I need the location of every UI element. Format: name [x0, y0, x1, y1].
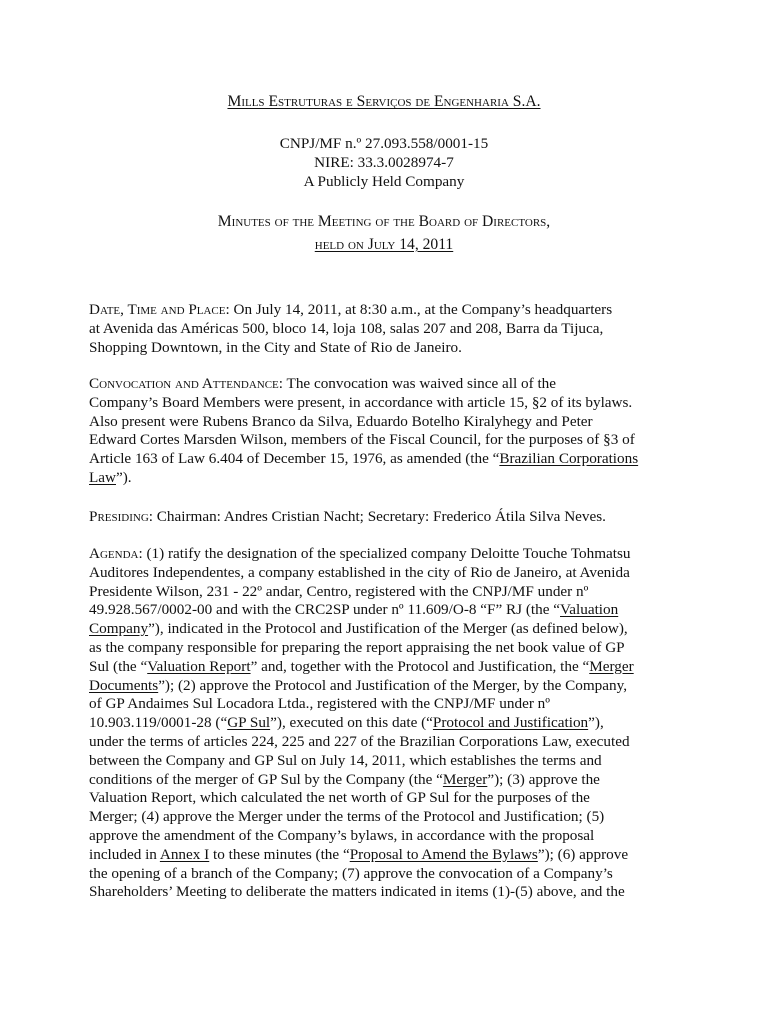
convocation-section: [89, 375, 689, 488]
document-header: [0, 93, 768, 112]
agenda-line: Auditores Independentes, a company established in the city of Rio de Janeiro, at Avenida: [89, 563, 630, 581]
agenda-line: Presidente Wilson, 231 - 22º andar, Centro, registered with the CNPJ/MF under nº: [89, 582, 589, 600]
minutes-heading: [0, 213, 768, 255]
agenda-line: Sul (the “: [89, 657, 148, 675]
agenda-label: Agenda:: [89, 545, 143, 562]
agenda-line: ”), indicated in the Protocol and Justification of the Merger (as defined below),: [148, 620, 628, 638]
agenda-line: to these minutes (the “: [209, 845, 350, 863]
convocation-line: Article 163 of Law 6.404 of December 15, 1976, as amended (the “: [89, 450, 500, 468]
agenda-line: Valuation Report, which calculated the net worth of GP Sul for the purposes of the: [89, 789, 590, 807]
defined-term-company: Company: [89, 620, 149, 638]
date-place-line: at Avenida das Américas 500, bloco 14, loja 108, salas 207 and 208, Barra da Tijuca,: [89, 319, 604, 337]
agenda-line: as the company responsible for preparing the report appraising the net book value of GP: [89, 638, 625, 656]
convocation-line: Also present were Rubens Branco da Silva, Eduardo Botelho Kiralyhegy and Peter: [89, 412, 593, 430]
date-place-line: On July 14, 2011, at 8:30 a.m., at the Company’s headquarters: [229, 301, 613, 318]
agenda-line: conditions of the merger of GP Sul by the Company (the “: [89, 770, 443, 788]
convocation-label: Convocation and Attendance:: [89, 375, 284, 392]
agenda-line: ”), executed on this date (“: [270, 714, 433, 732]
company-type: A Publicly Held Company: [303, 172, 465, 190]
agenda-line: under the terms of articles 224, 225 and 227 of the Brazilian Corporations Law, executed: [89, 732, 630, 750]
agenda-line: ”); (2) approve the Protocol and Justification of the Merger, by the Company,: [158, 676, 628, 694]
defined-term-gp-sul: GP Sul: [227, 714, 271, 732]
agenda-line: 10.903.119/0001-28 (“: [89, 714, 228, 732]
convocation-line: The convocation was waived since all of the: [283, 375, 557, 392]
defined-term-protocol-and-justification: Protocol and Justification: [432, 714, 589, 732]
minutes-date: held on July 14, 2011: [314, 235, 454, 253]
agenda-line: included in: [89, 845, 160, 863]
agenda-line: between the Company and GP Sul on July 14, 2011, which establishes the terms and: [89, 751, 602, 769]
agenda-line: approve the amendment of the Company’s bylaws, in accordance with the proposal: [89, 826, 595, 844]
defined-term-proposal-to-amend-bylaws: Proposal to Amend the Bylaws: [349, 845, 538, 863]
convocation-line: Company’s Board Members were present, in accordance with article 15, §2 of its bylaws.: [89, 393, 633, 411]
agenda-line: ”),: [588, 714, 604, 732]
date-time-place-section: [89, 301, 689, 357]
company-name: Mills Estruturas e Serviços de Engenharia S.A.: [227, 93, 541, 110]
date-time-place-label: Date, Time and Place:: [89, 301, 230, 318]
defined-term-merger: Merger: [589, 657, 634, 675]
agenda-line: 49.928.567/0002-00 and with the CRC2SP under nº 11.609/O-8 “F” RJ (the “: [89, 601, 560, 619]
convocation-closing: ”).: [116, 468, 132, 486]
defined-term-law: Law: [89, 468, 116, 486]
agenda-line: the opening of a branch of the Company; (7) approve the convocation of a Company’s: [89, 864, 613, 882]
agenda-line: of GP Andaimes Sul Locadora Ltda., registered with the CNPJ/MF under nº: [89, 695, 550, 713]
defined-term-valuation: Valuation: [560, 601, 619, 619]
defined-term-brazilian-corporations-law: Brazilian Corporations: [499, 450, 639, 468]
cnpj-number: CNPJ/MF n.º 27.093.558/0001-15: [279, 135, 489, 152]
agenda-section: [89, 545, 689, 902]
agenda-line: Merger; (4) approve the Merger under the terms of the Protocol and Justification; (5): [89, 808, 605, 826]
date-place-line: Shopping Downtown, in the City and State of Rio de Janeiro.: [89, 338, 462, 356]
presiding-text: Chairman: Andres Cristian Nacht; Secretary: Frederico Átila Silva Neves.: [153, 508, 606, 525]
defined-term-merger-short: Merger: [442, 770, 488, 788]
nire-number: NIRE: 33.3.0028974-7: [314, 153, 454, 171]
presiding-label: Presiding:: [89, 508, 153, 525]
presiding-section: [89, 508, 689, 527]
agenda-line: Shareholders’ Meeting to deliberate the matters indicated in items (1)-(5) above, and the: [89, 883, 625, 901]
convocation-line: Edward Cortes Marsden Wilson, members of the Fiscal Council, for the purposes of §3 of: [89, 431, 635, 449]
agenda-line: ” and, together with the Protocol and Justification, the “: [250, 657, 590, 675]
defined-term-valuation-report: Valuation Report: [147, 657, 251, 675]
defined-term-documents: Documents: [89, 676, 159, 694]
minutes-title: Minutes of the Meeting of the Board of Directors,: [217, 213, 551, 230]
agenda-line: (1) ratify the designation of the specialized company Deloitte Touche Tohmatsu: [142, 545, 631, 562]
defined-term-annex-i: Annex I: [159, 845, 210, 863]
agenda-line: ”); (6) approve: [537, 845, 629, 863]
company-identifiers: [0, 135, 768, 191]
agenda-line: ”); (3) approve the: [487, 770, 600, 788]
